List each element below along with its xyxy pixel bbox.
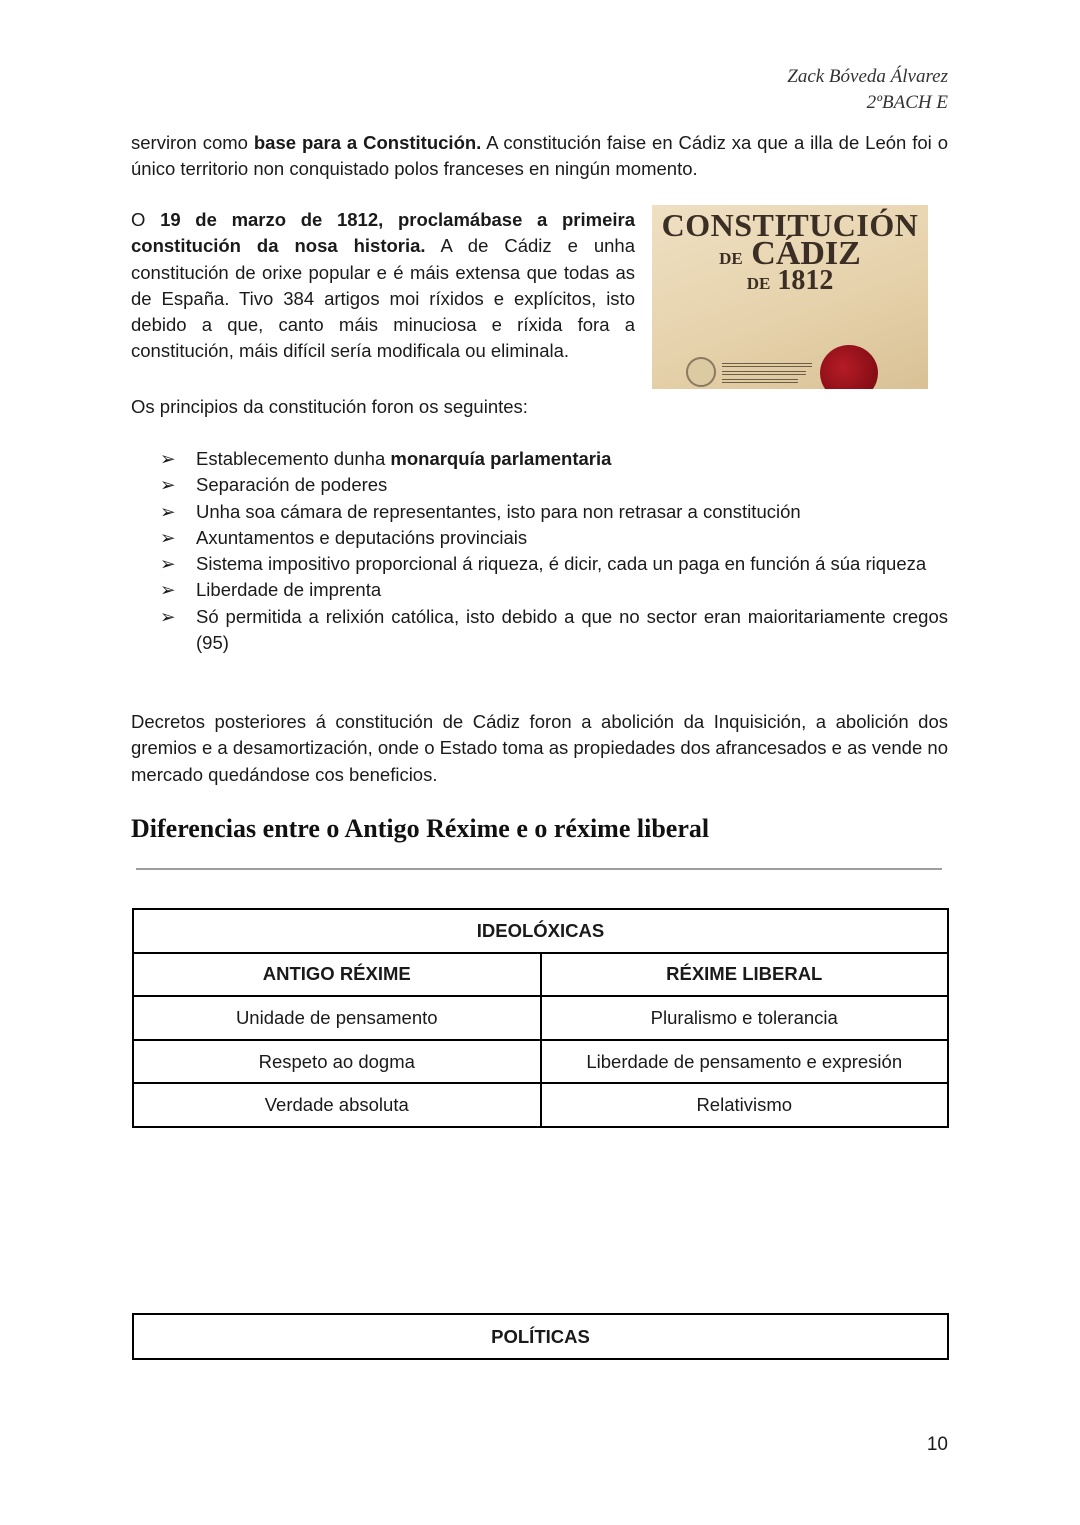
text-span: A constitución faise en Cádiz xa que a illa de León foi o único territorio non conquistado polos franceses en ningún momento. (131, 132, 948, 180)
list-item (160, 551, 948, 577)
text-span: A de Cádiz e unha constitución de orixe popular e é máis extensa que todas as de España. Tivo 384 artigos moi ríxidos e explícitos, isto debido a que, canto máis minuciosa e ríxida fora a constitución, máis difícil sería modificala ou eliminala. (131, 235, 635, 362)
table-cell: Liberdade de pensamento e expresión (541, 1040, 949, 1084)
list-item-text: Sistema impositivo proporcional á riqueza, é dicir, cada un paga en función á súa riqueza (196, 553, 927, 575)
table-cell: Respeto ao dogma (133, 1040, 541, 1084)
paragraph-principles-intro: Os principios da constitución foron os seguintes: (131, 396, 528, 417)
table-row (133, 996, 948, 1040)
text-span: serviron como (131, 132, 254, 153)
table-row (133, 1083, 948, 1127)
table-row (133, 1040, 948, 1084)
column-header-antigo: ANTIGO RÉXIME (133, 953, 541, 997)
arrow-bullet-icon: ➢ (160, 474, 176, 496)
principles-list (160, 446, 948, 656)
table-title-row (133, 909, 948, 953)
horizontal-divider (136, 868, 942, 870)
arrow-bullet-icon: ➢ (160, 526, 176, 548)
page-header (787, 64, 948, 116)
arrow-bullet-icon: ➢ (160, 500, 176, 522)
bold-span: 19 de marzo de 1812, proclamábase a primeira constitución da nosa historia. (131, 209, 635, 257)
author-name: Zack Bóveda Álvarez (787, 66, 948, 87)
list-item (160, 472, 948, 498)
text-span: O (131, 209, 161, 230)
image-year: 1812 (777, 265, 834, 296)
bold-span: base para a Constitución. (253, 132, 482, 153)
table-title: POLÍTICAS (133, 1314, 948, 1359)
section-title: Diferencias entre o Antigo Réxime e o réxime liberal (131, 814, 710, 843)
image-title-line3 (652, 265, 928, 297)
list-item-text: Establecemento dunha (196, 448, 391, 469)
list-item (160, 604, 948, 657)
list-item (160, 577, 948, 603)
list-item-text: Axuntamentos e deputacións provinciais (196, 526, 528, 548)
handwriting-decoration (722, 363, 812, 367)
arrow-bullet-icon: ➢ (160, 579, 176, 601)
column-header-liberal: RÉXIME LIBERAL (541, 953, 949, 997)
table-cell: Unidade de pensamento (133, 996, 541, 1040)
image-cadiz: CÁDIZ (751, 235, 861, 272)
paragraph-constitution-base (131, 130, 948, 183)
list-item (160, 499, 948, 525)
table-title-row (133, 1314, 948, 1359)
table-cell: Verdade absoluta (133, 1083, 541, 1127)
paragraph-proclamation (131, 207, 635, 365)
arrow-bullet-icon: ➢ (160, 605, 176, 627)
wax-seal-icon (820, 345, 878, 389)
table-cell: Relativismo (541, 1083, 949, 1127)
image-de1: DE (719, 249, 743, 268)
list-item-text: Separación de poderes (196, 474, 388, 496)
political-differences-table (132, 1313, 949, 1360)
list-item-text: Unha soa cámara de representantes, isto para non retrasar a constitución (196, 500, 801, 522)
handwriting-decoration (722, 371, 806, 375)
handwriting-decoration (722, 379, 798, 383)
list-item-text: Só permitida a relixión católica, isto debido a que no sector eran maioritariamente cregos (95) (196, 605, 948, 654)
list-item (160, 446, 948, 472)
page-number: 10 (926, 1434, 948, 1455)
list-item-text: Liberdade de imprenta (196, 579, 382, 601)
constitution-cover-image (652, 205, 928, 389)
table-title: IDEOLÓXICAS (133, 909, 948, 953)
table-header-row (133, 953, 948, 997)
ideological-differences-table (132, 908, 949, 1128)
paragraph-decrees: Decretos posteriores á constitución de Cádiz foron a abolición da Inquisición, a abolición dos gremios e a desamortización, onde o Estado toma as propiedades dos afrancesados e as vende no mercado quedándose cos beneficios. (131, 711, 948, 785)
arrow-bullet-icon: ➢ (160, 553, 176, 575)
list-item-bold: monarquía parlamentaria (390, 448, 612, 469)
class-name: 2ºBACH E (866, 92, 948, 113)
image-title-line1: CONSTITUCIÓN (661, 207, 919, 243)
image-de2: DE (746, 274, 771, 293)
list-item (160, 525, 948, 551)
table-cell: Pluralismo e tolerancia (541, 996, 949, 1040)
stamp-icon (686, 357, 716, 387)
arrow-bullet-icon: ➢ (160, 448, 176, 469)
